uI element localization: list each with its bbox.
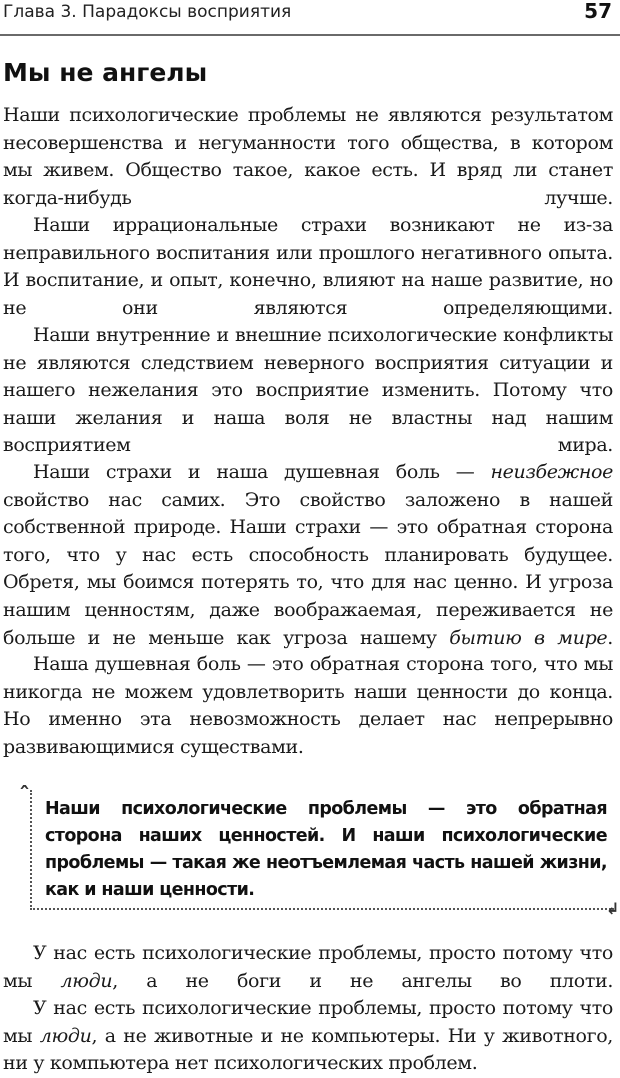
paragraph-6: У нас есть психологические проблемы, просто потому что мы люди, а не боги и не ангелы во плоти. xyxy=(3,942,614,992)
running-head xyxy=(0,0,620,36)
paragraph-7: У нас есть психологические проблемы, просто потому что мы люди, а не животные и не компьютеры. Ни у животного, ни у компьютера нет психологических проблем. xyxy=(3,997,613,1075)
curl-corner-icon: ˆ xyxy=(19,784,30,809)
paragraph-5: Наша душевная боль — это обратная сторона того, что мы никогда не можем удовлетворить наши ценности до конца. Но именно эта невозможность делает нас непрерывно развивающимися существами. xyxy=(3,653,613,758)
paragraph-4: Наши страхи и наша душевная боль — неизбежное свойство нас самих. Это свойство заложено в нашей собственной природе. Наши страхи — это обратная сторона того, что у нас есть способность планировать будущее. Обретя, мы боимся потерять то, что для нас ценно. И угроза нашим ценностям, даже воображаемая, переживается не больше и не меньше как угроза нашему бытию в мире. xyxy=(3,461,613,649)
callout-box xyxy=(19,784,620,918)
paragraph-2: Наши иррациональные страхи возникают не из-за неправильного воспитания или прошлого негативного опыта. И воспитание, и опыт, конечно, влияют на наше развитие, но не они являются определяющими. xyxy=(3,214,613,319)
page-number: 57 xyxy=(584,0,612,23)
emphasis-text: люди xyxy=(60,969,113,992)
emphasis-text: неизбежное xyxy=(490,461,613,483)
emphasis-text: бытию в мире xyxy=(449,626,608,649)
chapter-title: Глава 3. Парадоксы восприятия xyxy=(3,2,292,22)
paragraph-1: Наши психологические проблемы не являются результатом несовершенства и негуманности того общества, в котором мы живем. Общество такое, какое есть. И вряд ли станет когда-нибудь лучше. xyxy=(3,104,613,209)
paragraph-3: Наши внутренние и внешние психологические конфликты не являются следствием неверного восприятия ситуации и нашего нежелания это восприятие изменить. Потому что наши желания и наша воля не властны над нашим восприятием мира. xyxy=(3,324,613,457)
section-title: Мы не ангелы xyxy=(3,58,208,87)
callout-text: Наши психологические проблемы — это обратная сторона наших ценностей. И наши психологические проблемы — такая же неотъемлемая часть нашей жизни, как и наши ценности. xyxy=(45,799,607,900)
emphasis-text: люди xyxy=(39,1024,92,1047)
curl-arrow-icon: ↲ xyxy=(606,899,620,918)
